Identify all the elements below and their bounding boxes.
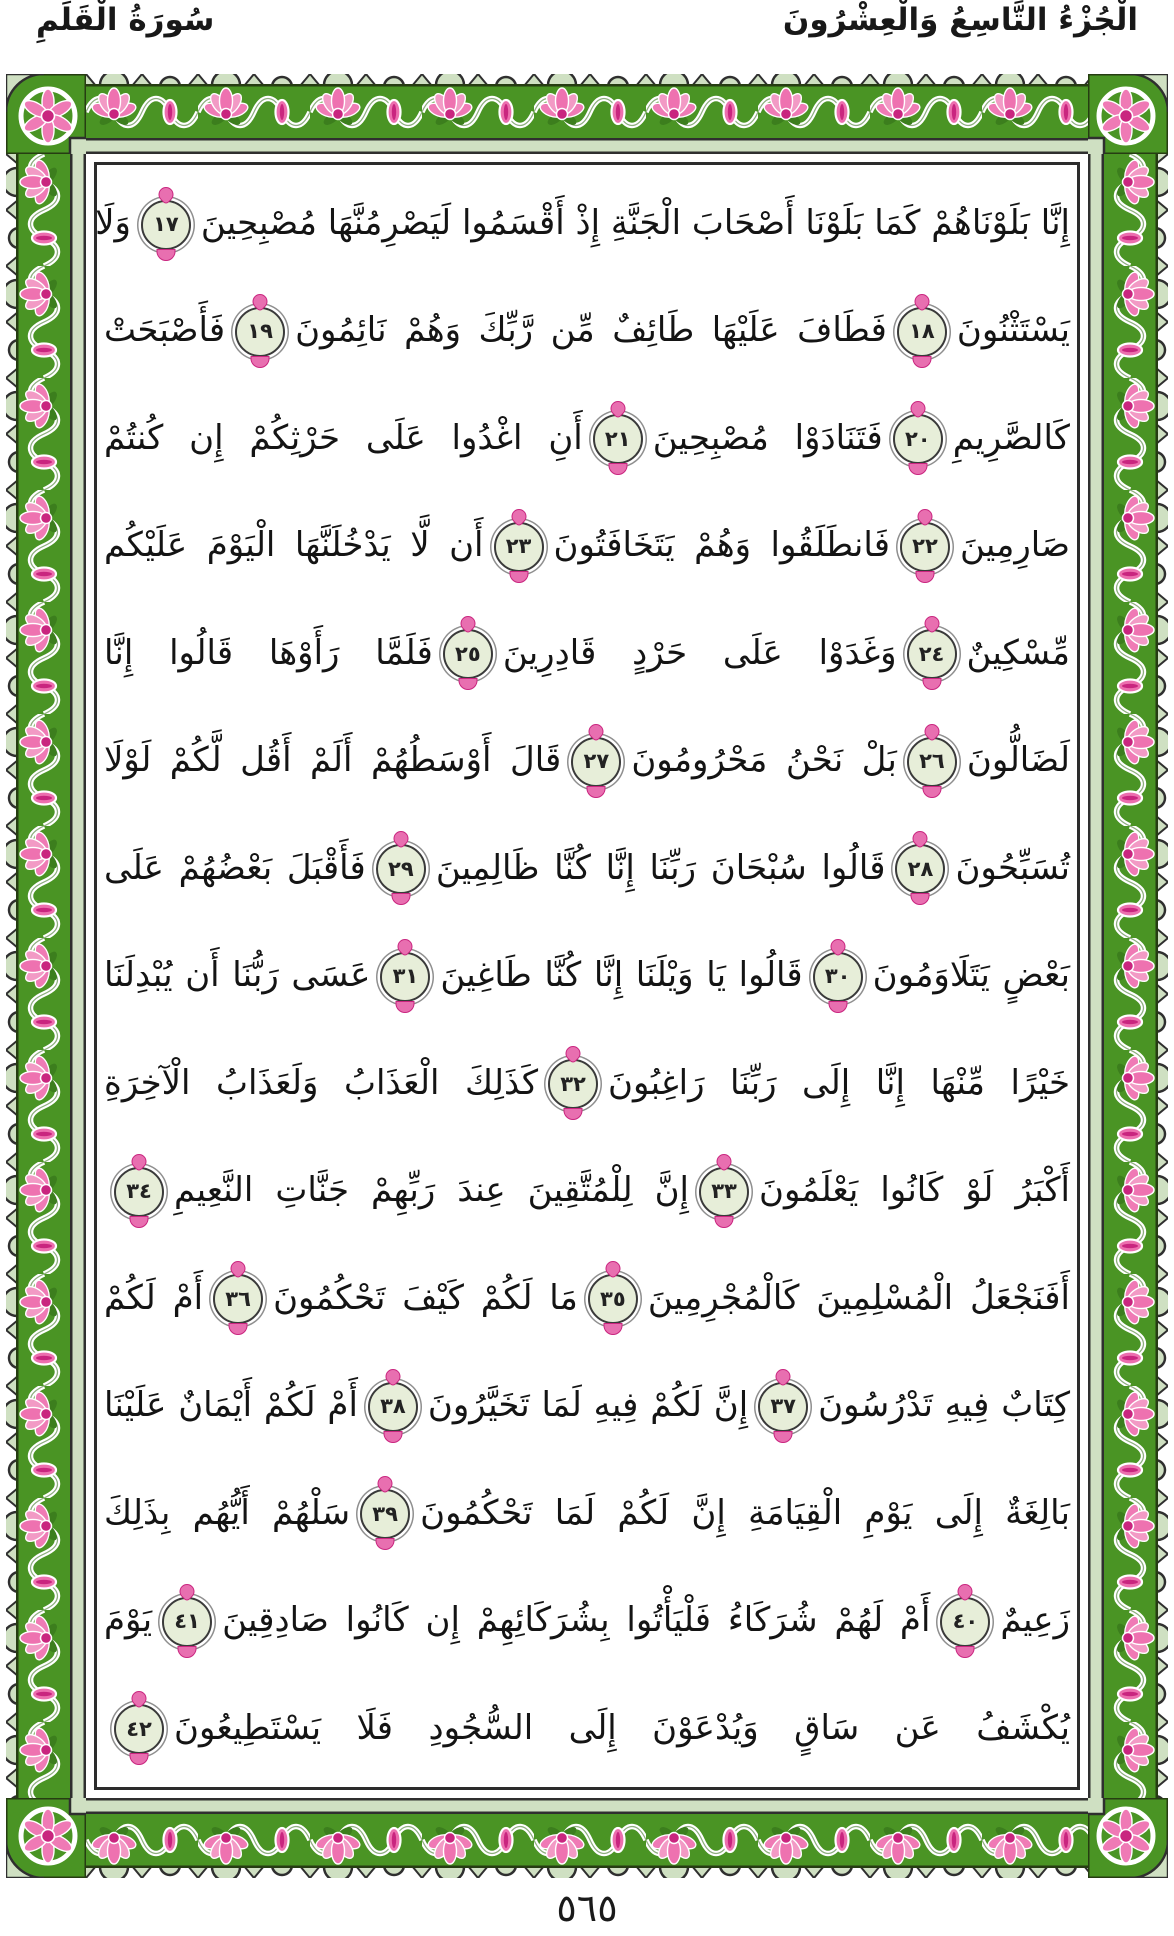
flower-top-icon [562,1043,583,1064]
ayah-number: ٢٧ [583,749,610,774]
flower-bottom-icon [564,1108,583,1120]
flower-bottom-icon [915,571,934,583]
quran-text: قَالَ أَوْسَطُهُمْ أَلَمْ أَقُل لَّكُمْ لَوْلَا [104,740,562,781]
ayah-number: ٣٩ [372,1501,398,1526]
flower-top-icon [921,721,942,742]
border-ornament-left-icon [6,154,86,1798]
quran-text: كَذَلِكَ الْعَذَابُ وَلَعَذَابُ الْآخِرَةِ [104,1062,539,1103]
quran-text: بَعْضٍ يَتَلَاوَمُونَ [872,955,1071,996]
quran-line [104,492,1070,599]
quran-text: يَوْمَ [104,1600,153,1641]
flower-bottom-icon [911,893,930,905]
ayah-number: ٢٤ [918,641,945,666]
ayah-number: ٢٣ [505,534,532,559]
flower-bottom-icon [156,249,175,261]
ayah-number: ٢٨ [907,856,934,881]
quran-text: صَارِمِينَ [959,525,1070,566]
quran-text: لَضَالُّونَ [966,740,1071,781]
juz-title: الْجُزْءُ التَّاسِعُ وَالْعِشْرُونَ [782,2,1138,38]
ayah-number: ٤٠ [952,1609,979,1634]
ayah-number: ٤١ [174,1609,200,1634]
quran-text: أَمْ لَكُمْ أَيْمَانٌ عَلَيْنَا [104,1385,358,1426]
ayah-marker-icon [907,737,957,787]
border-ornament-top-icon [86,74,1088,154]
quran-text: يَسْتَثْنُونَ [956,310,1070,351]
flower-top-icon [955,1580,976,1601]
border-corner-flower-icon [1088,74,1168,154]
quran-line [95,170,1070,277]
flower-bottom-icon [908,463,927,475]
ayah-marker-icon [235,307,285,357]
flower-bottom-icon [956,1646,975,1658]
ayah-number: ١٨ [909,319,935,344]
border-corner-flower-icon [1088,1798,1168,1878]
flower-top-icon [382,1366,403,1387]
flower-bottom-icon [587,786,606,798]
ayah-number: ٣٤ [126,1179,152,1204]
ayah-number: ٢١ [604,426,631,451]
ayah-marker-icon [699,1167,749,1217]
flower-top-icon [249,291,270,312]
flower-bottom-icon [774,1431,793,1443]
ayah-marker-icon [895,844,945,894]
ayah-number: ٣٣ [711,1179,737,1204]
flower-top-icon [602,1258,623,1279]
flower-top-icon [457,613,478,634]
quran-text: وَغَدَوْا عَلَى حَرْدٍ قَادِرِينَ [502,632,897,673]
ayah-marker-icon [940,1597,990,1647]
quran-text: أَفَنَجْعَلُ الْمُسْلِمِينَ كَالْمُجْرِمِينَ [647,1277,1070,1318]
quran-text: وَلَا [95,203,131,243]
flower-bottom-icon [130,1216,149,1228]
flower-bottom-icon [391,893,410,905]
quran-text: مَا لَكُمْ كَيْفَ تَحْكُمُونَ [273,1277,578,1318]
ayah-number: ٣٧ [770,1394,796,1419]
surah-title: سُورَةُ الْقَلَمِ [36,2,215,38]
flower-top-icon [914,506,935,527]
flower-bottom-icon [130,1753,149,1765]
ayah-marker-icon [571,737,621,787]
quran-text: بَلْ نَحْنُ مَحْرُومُونَ [631,740,897,781]
quran-text: خَيْرًا مِّنْهَا إِنَّا إِلَى رَبِّنَا رَاغِبُونَ [608,1062,1070,1103]
quran-text: فَأَصْبَحَتْ [104,310,226,351]
ayah-marker-icon [114,1167,164,1217]
quran-line [104,1352,1070,1459]
ayah-marker-icon [114,1704,164,1754]
quran-text: سَلْهُمْ أَيُّهُم بِذَلِكَ [104,1492,351,1533]
page-number: ٥٦٥ [556,1886,618,1930]
flower-bottom-icon [376,1538,395,1550]
ayah-marker-icon [813,952,863,1002]
ayah-number: ٢٥ [455,641,481,666]
quran-line [104,1245,1070,1352]
flower-top-icon [155,183,176,204]
quran-text: عَسَى رَبُّنَا أَن يُبْدِلَنَا [104,955,371,996]
flower-top-icon [827,936,848,957]
ayah-marker-icon [897,307,947,357]
flower-top-icon [907,398,928,419]
ayah-number: ١٧ [153,212,179,236]
quran-text: أَكْبَرُ لَوْ كَانُوا يَعْلَمُونَ [759,1170,1070,1211]
quran-line [104,1137,1070,1244]
flower-bottom-icon [608,463,627,475]
ayah-marker-icon [548,1059,598,1109]
ayah-number: ٣٨ [380,1394,406,1419]
quran-text: أَمْ لَهُمْ شُرَكَاءُ فَلْيَأْتُوا بِشُرَكَائِهِمْ إِن كَانُوا صَادِقِينَ [222,1600,931,1641]
quran-line [104,922,1070,1029]
ayah-number: ٢٦ [919,749,945,774]
quran-text: فَطَافَ عَلَيْهَا طَائِفٌ مِّن رَّبِّكَ وَهُمْ نَائِمُونَ [295,310,887,351]
flower-bottom-icon [178,1646,197,1658]
ayah-number: ٣٢ [560,1071,586,1096]
quran-text: فَانطَلَقُوا وَهُمْ يَتَخَافَتُونَ [553,525,890,566]
flower-bottom-icon [383,1431,402,1443]
quran-line [104,815,1070,922]
quran-text: تُسَبِّحُونَ [955,847,1070,888]
quran-line [104,600,1070,707]
flower-bottom-icon [509,571,528,583]
ornamental-frame [6,74,1168,1878]
quran-text: أَنِ اغْدُوا عَلَى حَرْثِكُمْ إِن كُنتُمْ [104,417,583,458]
flower-top-icon [395,936,416,957]
quran-lines [95,170,1071,1782]
ayah-number: ٣٦ [225,1286,251,1311]
ayah-number: ٢٢ [912,534,938,559]
ayah-marker-icon [907,629,957,679]
quran-text: زَعِيمٌ [1000,1600,1070,1641]
ayah-marker-icon [443,629,493,679]
flower-top-icon [910,828,931,849]
ayah-number: ٣٠ [824,964,851,989]
ayah-marker-icon [368,1382,418,1432]
quran-text: أَن لَّا يَدْخُلَنَّهَا الْيَوْمَ عَلَيْكُم [104,525,484,566]
flower-bottom-icon [458,678,477,690]
ayah-number: ٣٥ [600,1286,626,1311]
ayah-marker-icon [360,1489,410,1539]
flower-bottom-icon [603,1323,622,1335]
flower-bottom-icon [229,1323,248,1335]
ayah-marker-icon [141,200,191,250]
quran-text: قَالُوا يَا وَيْلَنَا إِنَّا كُنَّا طَاغِينَ [440,955,803,996]
quran-text: يُكْشَفُ عَن سَاقٍ وَيُدْعَوْنَ إِلَى السُّجُودِ فَلَا يَسْتَطِيعُونَ [174,1707,1070,1748]
quran-line [104,1030,1070,1137]
flower-bottom-icon [396,1001,415,1013]
ayah-marker-icon [162,1597,212,1647]
ayah-marker-icon [593,414,643,464]
quran-text: إِنَّ لَكُمْ فِيهِ لَمَا تَخَيَّرُونَ [427,1385,749,1426]
quran-line [104,1460,1070,1567]
ayah-marker-icon [758,1382,808,1432]
ayah-marker-icon [213,1274,263,1324]
flower-bottom-icon [828,1001,847,1013]
flower-top-icon [128,1151,149,1172]
ayah-number: ٢٩ [388,856,414,881]
quran-text: قَالُوا سُبْحَانَ رَبِّنَا إِنَّا كُنَّا ظَالِمِينَ [435,847,886,888]
quran-line [104,385,1070,492]
quran-text: إِنَّ لِلْمُتَّقِينَ عِندَ رَبِّهِمْ جَنَّاتِ النَّعِيمِ [174,1170,689,1211]
ayah-marker-icon [494,522,544,572]
quran-line [104,1567,1070,1674]
quran-line [104,1675,1070,1782]
flower-top-icon [773,1366,794,1387]
flower-bottom-icon [251,356,270,368]
flower-top-icon [390,828,411,849]
ayah-marker-icon [588,1274,638,1324]
flower-top-icon [375,1473,396,1494]
ayah-number: ٤٢ [126,1716,152,1741]
border-ornament-right-icon [1088,154,1168,1798]
ayah-marker-icon [900,522,950,572]
flower-top-icon [176,1580,197,1601]
flower-top-icon [911,291,932,312]
quran-text: إِنَّا بَلَوْنَاهُمْ كَمَا بَلَوْنَا أَصْحَابَ الْجَنَّةِ إِذْ أَقْسَمُوا لَيَصْرِمُنَّهَا مُصْبِحِينَ [200,203,1070,243]
quran-text: مِّسْكِينٌ [966,632,1070,673]
quran-text: كَالصَّرِيمِ [952,417,1070,458]
flower-top-icon [713,1151,734,1172]
border-corner-flower-icon [6,1798,86,1878]
quran-line [104,707,1070,814]
flower-bottom-icon [922,786,941,798]
quran-text: أَمْ لَكُمْ [104,1277,204,1318]
ayah-number: ١٩ [247,319,273,344]
ayah-marker-icon [893,414,943,464]
flower-top-icon [128,1688,149,1709]
ayah-marker-icon [376,844,426,894]
flower-top-icon [586,721,607,742]
flower-bottom-icon [715,1216,734,1228]
flower-top-icon [921,613,942,634]
flower-bottom-icon [922,678,941,690]
quran-line [104,277,1070,384]
flower-bottom-icon [912,356,931,368]
border-ornament-bottom-icon [86,1798,1088,1878]
quran-text: فَلَمَّا رَأَوْهَا قَالُوا إِنَّا [104,632,433,673]
flower-top-icon [607,398,628,419]
border-corner-flower-icon [6,74,86,154]
ayah-number: ٢٠ [904,426,931,451]
flower-top-icon [227,1258,248,1279]
ayah-marker-icon [380,952,430,1002]
flower-top-icon [508,506,529,527]
quran-text: كِتَابٌ فِيهِ تَدْرُسُونَ [818,1385,1071,1426]
ayah-number: ٣١ [392,964,419,989]
quran-text: فَأَقْبَلَ بَعْضُهُمْ عَلَى [104,847,366,888]
quran-text: فَتَنَادَوْا مُصْبِحِينَ [652,417,883,458]
quran-text: بَالِغَةٌ إِلَى يَوْمِ الْقِيَامَةِ إِنَّ لَكُمْ لَمَا تَحْكُمُونَ [420,1492,1070,1533]
